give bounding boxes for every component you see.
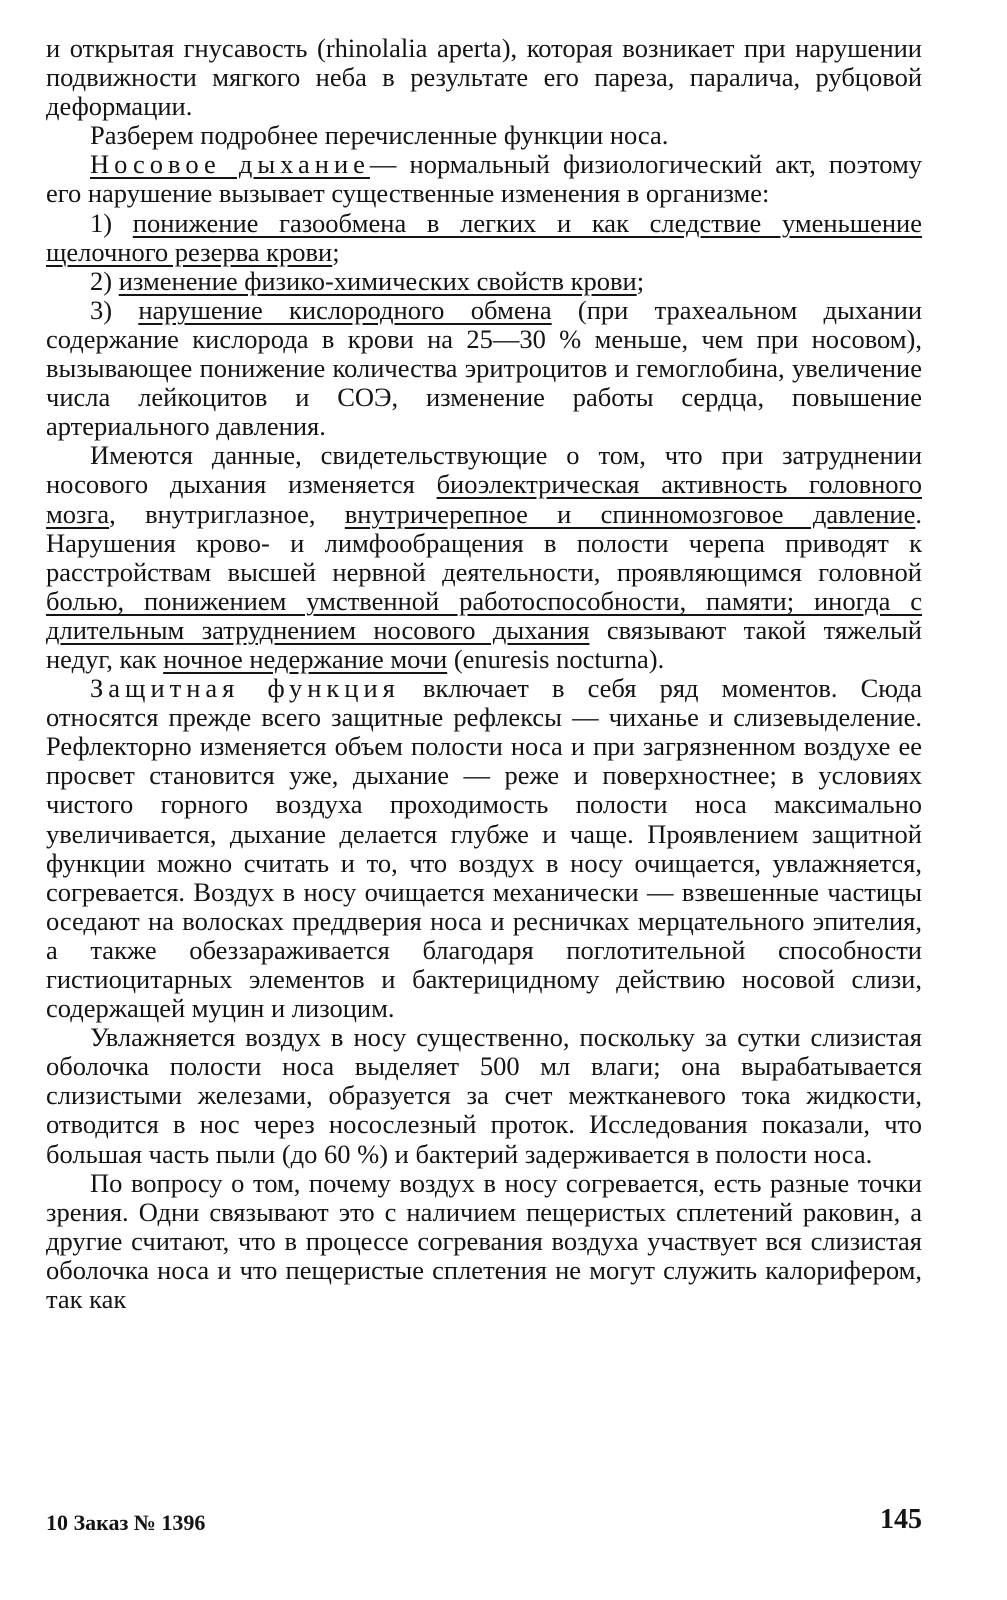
text-run: связывают такой тяжелый недуг, как bbox=[46, 614, 922, 674]
list-number: 2) bbox=[90, 265, 113, 296]
paragraph-text: включает в себя ряд моментов. Сюда относятся прежде всего защитные рефлексы — чиханье и слизевыделение. Рефлекторно изменяется объем полости носа и при загрязненном воздухе ее просвет становится уже, дыхание — реже и поверхностнее; в условиях чистого горного воздуха проходимость полости носа максимально увеличивается, дыхание делается глубже и чаще. Проявлением защитной функции можно считать и то, что воздух в носу очищается, увлажняется, согревается. Воздух в носу очищается механически — взвешенные частицы оседают на волосках преддверия носа и ресничках мерцательного эпителия, а также обеззараживается благодаря поглотительной способности гистиоцитарных элементов и бактерицидному действию носовой слизи, содержащей муцин и лизоцим. bbox=[46, 673, 922, 1024]
paragraph-warming: По вопросу о том, почему воздух в носу согревается, есть разные точки зрения. Одни связывают это с наличием пещеристых сплетений раковин, а другие считают, что в процессе согревания воздуха участвует вся слизистая оболочка носа и что пещеристые сплетения не могут служить калорифером, так как bbox=[46, 1167, 922, 1315]
underlined-phrase: биоэлектрическая активность головного мозга bbox=[46, 469, 922, 529]
list-number: 1) bbox=[90, 207, 113, 238]
paragraph-nasal-breathing bbox=[46, 150, 922, 208]
printer-signature: 10 Заказ № 1396 bbox=[46, 1510, 206, 1535]
underlined-phrase: внутричерепное и спинномозговое давление bbox=[344, 498, 916, 529]
page-footer bbox=[46, 1504, 922, 1540]
text-run: (enuresis nocturna). bbox=[447, 643, 665, 674]
page-text bbox=[46, 34, 922, 1314]
page-number: 145 bbox=[880, 1504, 922, 1535]
paragraph-intro: Разберем подробнее перечисленные функции носа. bbox=[90, 120, 669, 151]
underlined-phrase: ночное недержание мочи bbox=[163, 643, 448, 674]
list-end: ; bbox=[636, 265, 645, 296]
text-run: Имеются данные, свидетельствующие о том, что при затруднении носового дыхания изменяется bbox=[46, 440, 922, 500]
list-end: ; bbox=[332, 236, 340, 267]
paragraph-text: — нормальный физиологический акт, поэтому его нарушение вызывает существенные изменения в организме: bbox=[46, 149, 922, 209]
underlined-phrase: понижение газообмена в легких и как следствие уменьшение щелочного резерва крови bbox=[46, 207, 922, 267]
list-number: 3) bbox=[90, 294, 113, 325]
paragraph-research-data bbox=[46, 441, 922, 674]
text-run: , внутриглазное, bbox=[109, 498, 345, 529]
paragraph-protective-function bbox=[46, 674, 922, 1023]
underlined-phrase: болью, понижением умственной работоспособности, памяти; иногда с длительным затруднением носового дыхания bbox=[46, 585, 922, 645]
list-item-2 bbox=[46, 267, 922, 296]
term-protective-function: Защитная функция bbox=[90, 673, 400, 704]
list-item-3 bbox=[46, 296, 922, 441]
text-run: . Нарушения крово- и лимфообращения в полости черепа приводят к расстройствам высшей нервной деятельности, проявляющимся головной bbox=[46, 498, 922, 587]
list-item-1 bbox=[46, 209, 922, 267]
paragraph-text: (при трахеальном дыхании содержание кислорода в крови на 25—30 % меньше, чем при носовом), вызывающее понижение количества эритроцитов и гемоглобина, увеличение числа лейкоцитов и СОЭ, изменение работы сердца, повышение артериального давления. bbox=[46, 294, 923, 442]
term-nasal-breathing: Носовое дыхание bbox=[90, 149, 370, 180]
paragraph-continuation: и открытая гнусавость (rhinolalia aperta), которая возникает при нарушении подвижности мягкого неба в результате его пареза, паралича, рубцовой деформации. bbox=[46, 33, 922, 122]
underlined-phrase: изменение физико-химических свойств крови bbox=[118, 265, 637, 296]
underlined-phrase: нарушение кислородного обмена bbox=[138, 294, 552, 325]
paragraph-humidification: Увлажняется воздух в носу существенно, поскольку за сутки слизистая оболочка полости носа выделяет 500 мл влаги; она вырабатывается слизистыми железами, образуется за счет межтканевого тока жидкости, отводится в нос через носослезный проток. Исследования показали, что большая часть пыли (до 60 %) и бактерий задерживается в полости носа. bbox=[46, 1022, 922, 1169]
